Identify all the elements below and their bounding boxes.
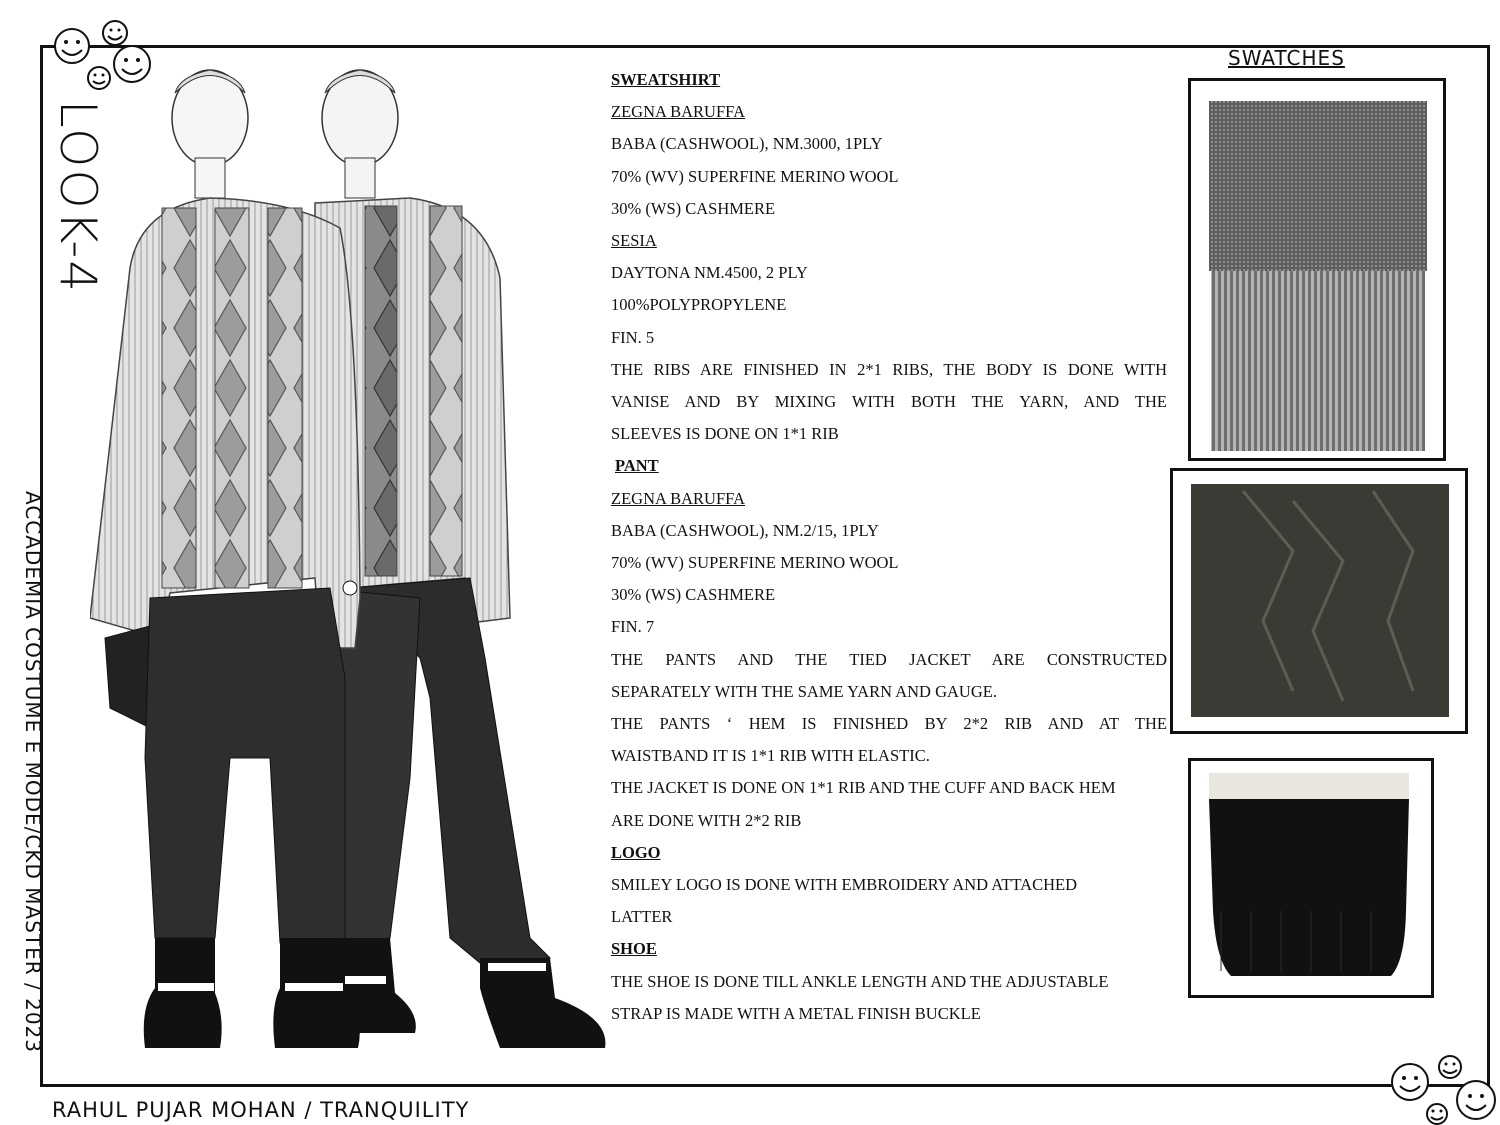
sweatshirt-comp2: 100%POLYPROPYLENE — [611, 295, 787, 315]
logo-line1: SMILEY LOGO IS DONE WITH EMBROIDERY AND ATTACHED — [611, 875, 1078, 895]
smiley-cluster-bottom — [1388, 1052, 1498, 1125]
swatch-shoe — [1188, 758, 1434, 998]
sweatshirt-supplier1: ZEGNA BARUFFA — [611, 102, 746, 122]
fashion-figure-illustration — [90, 58, 630, 1078]
logo-heading: LOGO — [611, 842, 661, 862]
sweatshirt-desc-3: SLEEVES IS DONE ON 1*1 RIB — [611, 424, 839, 444]
swatch-sweatshirt — [1188, 78, 1446, 461]
swatch-pant — [1170, 468, 1468, 734]
sweatshirt-yarn1: BABA (CASHWOOL), NM.3000, 1PLY — [611, 134, 883, 154]
pant-heading: PANT — [615, 456, 659, 476]
shoe-line1: THE SHOE IS DONE TILL ANKLE LENGTH AND THE ADJUSTABLE — [611, 971, 1109, 991]
pant-yarn: BABA (CASHWOOL), NM.2/15, 1PLY — [611, 520, 879, 540]
pant-desc3-2: ARE DONE WITH 2*2 RIB — [611, 810, 802, 830]
designer-credit: RAHUL PUJAR MOHAN / TRANQUILITY — [52, 1098, 470, 1122]
sweatshirt-desc-2: VANISE AND BY MIXING WITH BOTH THE YARN, AND THE — [611, 392, 1167, 412]
sweatshirt-comp1a: 70% (WV) SUPERFINE MERINO WOOL — [611, 166, 899, 186]
look-title: LOOK-4 — [49, 99, 107, 295]
sweatshirt-gauge: FIN. 5 — [611, 327, 655, 347]
pant-desc1-2: SEPARATELY WITH THE SAME YARN AND GAUGE. — [611, 681, 997, 701]
knit-swatch — [1173, 471, 1465, 731]
sweatshirt-comp1b: 30% (WS) CASHMERE — [611, 198, 776, 218]
pant-comp-b: 30% (WS) CASHMERE — [611, 585, 776, 605]
sweatshirt-heading: SWEATSHIRT — [611, 70, 721, 89]
pant-supplier: ZEGNA BARUFFA — [611, 488, 746, 508]
sweatshirt-yarn2: DAYTONA NM.4500, 2 PLY — [611, 263, 808, 283]
shoe-line2: STRAP IS MADE WITH A METAL FINISH BUCKLE — [611, 1003, 981, 1023]
sweatshirt-desc-1: THE RIBS ARE FINISHED IN 2*1 RIBS, THE BODY IS DONE WITH — [611, 359, 1167, 379]
pant-desc3-1: THE JACKET IS DONE ON 1*1 RIB AND THE CUFF AND BACK HEM — [611, 778, 1116, 798]
swatches-heading: SWATCHES — [1228, 46, 1345, 70]
logo-line2: LATTER — [611, 907, 673, 927]
pant-desc1-1: THE PANTS AND THE TIED JACKET ARE CONSTRUCTED — [611, 649, 1167, 669]
knit-swatch — [1191, 81, 1443, 458]
sweatshirt-supplier2: SESIA — [611, 231, 657, 251]
knit-swatch — [1191, 761, 1431, 995]
pant-gauge: FIN. 7 — [611, 617, 655, 637]
pant-comp-a: 70% (WV) SUPERFINE MERINO WOOL — [611, 553, 899, 573]
shoe-heading: SHOE — [611, 939, 657, 959]
pant-desc2-2: WAISTBAND IT IS 1*1 RIB WITH ELASTIC. — [611, 746, 930, 766]
spec-text — [611, 64, 1167, 1030]
pant-desc2-1: THE PANTS ‘ HEM IS FINISHED BY 2*2 RIB AND AT THE — [611, 714, 1167, 734]
